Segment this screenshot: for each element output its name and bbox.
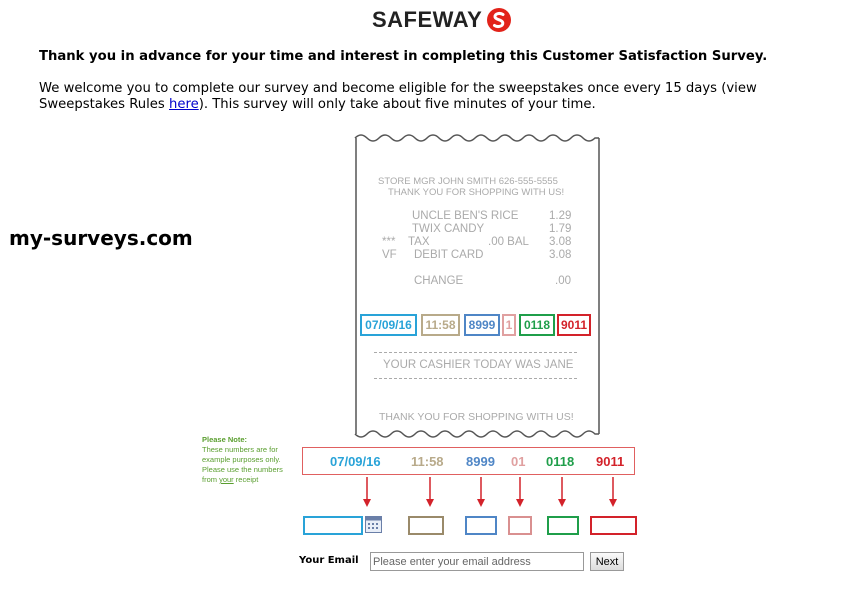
receipt-cashier: YOUR CASHIER TODAY WAS JANE (383, 359, 574, 371)
receipt-item-prefix: VF (382, 249, 397, 261)
email-label: Your Email (299, 555, 359, 566)
receipt-code-lane: 1 (502, 314, 516, 336)
receipt-item-price: 3.08 (549, 249, 572, 261)
note-line-1: These numbers are for example purposes only. (202, 445, 281, 464)
note-your-link: your (219, 475, 234, 484)
receipt-code-end: 9011 (557, 314, 591, 336)
example-code-time: 11:58 (411, 454, 444, 469)
down-arrow-icon (425, 477, 435, 507)
receipt-item-prefix: *** (382, 236, 396, 248)
receipt-header-1: STORE MGR JOHN SMITH 626-555-5555 (378, 176, 558, 187)
example-code-trans: 0118 (546, 454, 575, 469)
store-input[interactable] (465, 516, 497, 535)
receipt-code-trans: 0118 (519, 314, 555, 336)
receipt-code-store: 8999 (464, 314, 500, 336)
intro-paragraph (39, 81, 839, 113)
receipt-change-value: .00 (555, 275, 571, 287)
receipt-header-2: THANK YOU FOR SHOPPING WITH US! (388, 187, 565, 198)
down-arrow-icon (515, 477, 525, 507)
receipt-item-name: DEBIT CARD (414, 249, 484, 261)
receipt-item-price: 1.79 (549, 223, 572, 235)
note-line-2a: Please use the numbers from (202, 465, 283, 484)
example-code-date: 07/09/16 (330, 454, 381, 469)
date-input[interactable] (303, 516, 363, 535)
page-headline: Thank you in advance for your time and interest in completing this Customer Satisfaction Survey. (39, 49, 768, 64)
down-arrow-icon (476, 477, 486, 507)
receipt-code-date: 07/09/16 (360, 314, 417, 336)
next-button[interactable]: Next (590, 552, 624, 571)
intro-text-1: We welcome you to complete our survey and become eligible for the sweepstakes once every 15 days (view Sweepstakes Rules (39, 81, 757, 112)
receipt-item-name: UNCLE BEN'S RICE (412, 210, 519, 222)
receipt-item-price: 3.08 (549, 236, 572, 248)
code-end-input[interactable] (590, 516, 637, 535)
note-line-2b: receipt (233, 475, 259, 484)
down-arrow-icon (608, 477, 618, 507)
receipt-change-label: CHANGE (414, 275, 464, 287)
down-arrow-icon (362, 477, 372, 507)
email-input[interactable] (370, 552, 584, 571)
example-note (202, 435, 294, 485)
watermark-text: my-surveys.com (9, 226, 193, 250)
receipt-item-name: TWIX CANDY (412, 223, 485, 235)
logo-text: SAFEWAY (372, 7, 483, 32)
receipt-divider (374, 352, 577, 353)
receipt-code-time: 11:58 (421, 314, 460, 336)
receipt-item-price: 1.29 (549, 210, 572, 222)
transaction-input[interactable] (547, 516, 579, 535)
note-title: Please Note: (202, 435, 248, 444)
intro-text-2: ). This survey will only take about five minutes of your time. (198, 97, 596, 112)
example-code-end: 9011 (596, 454, 625, 469)
receipt-footer: THANK YOU FOR SHOPPING WITH US! (379, 411, 574, 423)
sample-receipt (352, 130, 602, 442)
receipt-item-extra: .00 BAL (488, 236, 529, 248)
down-arrow-icon (557, 477, 567, 507)
receipt-item-name: TAX (408, 236, 430, 248)
example-code-lane: 01 (511, 454, 526, 469)
sweepstakes-rules-link[interactable]: here (169, 97, 199, 112)
calendar-icon[interactable] (365, 516, 382, 533)
time-input[interactable] (408, 516, 444, 535)
example-code-store: 8999 (466, 454, 495, 469)
safeway-s-icon (486, 7, 512, 33)
safeway-logo (372, 6, 512, 34)
lane-input[interactable] (508, 516, 532, 535)
receipt-divider (374, 378, 577, 379)
